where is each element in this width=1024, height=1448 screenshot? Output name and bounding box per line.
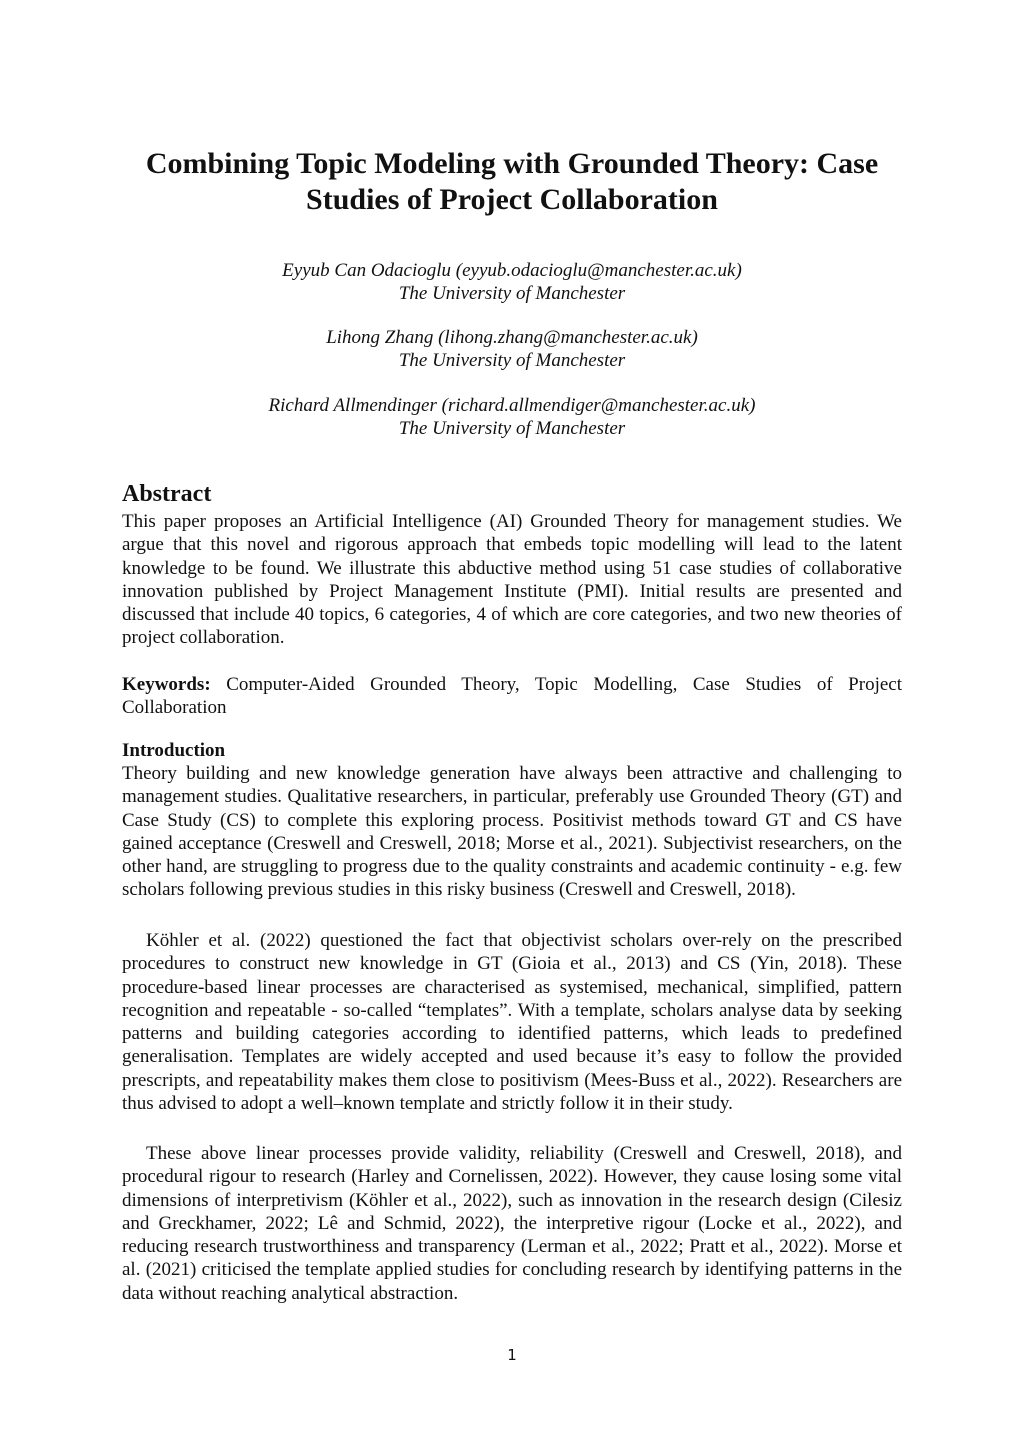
keywords-text: Computer-Aided Grounded Theory, Topic Modelling, Case Studies of Project Collaboration [122,674,903,719]
author-block [110,326,914,372]
author-affiliation: The University of Manchester [398,350,626,371]
author-block [110,394,914,440]
introduction-paragraph: These above linear processes provide validity, reliability (Creswell and Creswell, 2018), and procedural rigour to research (Harley and Cornelissen, 2022). However, they cause losing some vital dimensions of interpretivism (Köhler et al., 2022), such as innovation in the research design (Cilesiz and Greckhamer, 2022; Lê and Schmid, 2022), the interpretive rigour (Locke et al., 2022), and reducing research trustworthiness and transparency (Lerman et al., 2022; Pratt et al., 2022). Morse et al. (2021) criticised the template applied studies for concluding research by identifying patterns in the data without reaching analytical abstraction. [122,1143,902,1304]
author-name: Lihong Zhang (lihong.zhang@manchester.ac.uk) [326,327,698,348]
author-affiliation: The University of Manchester [398,418,626,439]
page-number: 1 [507,1346,517,1364]
author-block [110,259,914,305]
introduction-paragraph: Theory building and new knowledge generation have always been attractive and challenging to management studies. Qualitative researchers, in particular, preferably use Grounded Theory (GT) and Case Study (CS) to complete this exploring process. Positivist methods toward GT and CS have gained acceptance (Creswell and Creswell, 2018; Morse et al., 2021). Subjectivist researchers, on the other hand, are struggling to progress due to the quality constraints and academic continuity - e.g. few scholars following previous studies in this risky business (Creswell and Creswell, 2018). [122,763,902,901]
keywords [122,673,902,720]
author-affiliation: The University of Manchester [398,283,626,304]
author-name: Eyyub Can Odacioglu (eyyub.odacioglu@manchester.ac.uk) [282,260,742,281]
paper-title: Combining Topic Modeling with Grounded Theory: Case Studies of Project Collaboration [145,147,879,216]
abstract-heading: Abstract [122,481,212,507]
abstract-text: This paper proposes an Artificial Intelligence (AI) Grounded Theory for management studies. We argue that this novel and rigorous approach that embeds topic modelling will lead to the latent knowledge to be found. We illustrate this abductive method using 51 case studies of collaborative innovation published by Project Management Institute (PMI). Initial results are presented and discussed that include 40 topics, 6 categories, 4 of which are core categories, and two new theories of project collaboration. [122,511,902,649]
introduction-heading: Introduction [122,740,226,761]
author-name: Richard Allmendinger (richard.allmendiger@manchester.ac.uk) [268,395,756,416]
introduction-paragraph: Köhler et al. (2022) questioned the fact that objectivist scholars over-rely on the prescribed procedures to construct new knowledge in GT (Gioia et al., 2013) and CS (Yin, 2018). These procedure-based linear processes are characterised as systemised, mechanical, simplified, pattern recognition and repeatable - so-called “templates”. With a template, scholars analyse data by seeking patterns and building categories according to identified patterns, which leads to predefined generalisation. Templates are widely accepted and used because it’s easy to follow the provided prescripts, and repeatability makes them close to positivism (Mees-Buss et al., 2022). Researchers are thus advised to adopt a well–known template and strictly follow it in their study. [122,930,902,1115]
keywords-label: Keywords: [122,674,211,695]
